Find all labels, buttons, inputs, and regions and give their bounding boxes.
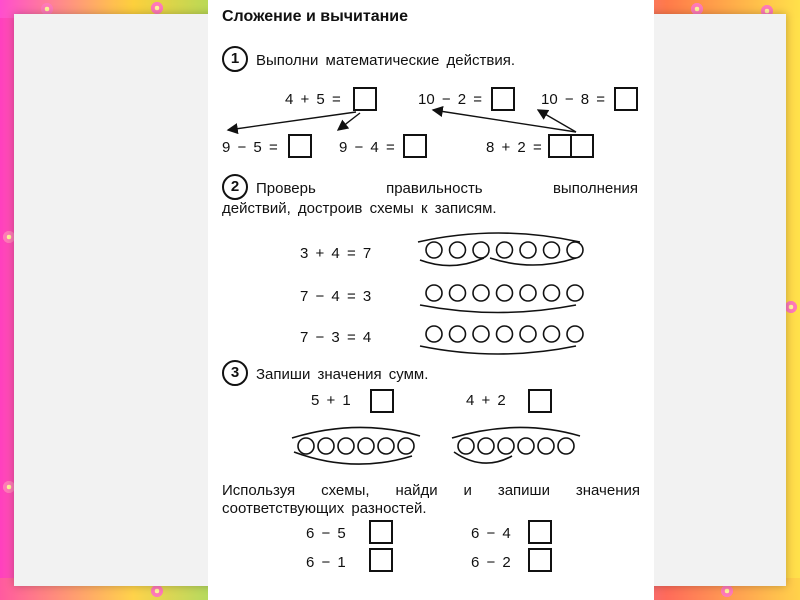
task-2-equation: 7 − 4 = 3	[300, 288, 372, 305]
answer-box[interactable]	[369, 548, 393, 572]
worksheet-page	[208, 0, 654, 600]
task-2-equation: 3 + 4 = 7	[300, 245, 372, 262]
scheme-circle	[478, 438, 494, 454]
task-3-number: 3	[222, 360, 248, 386]
scheme-circle	[298, 438, 314, 454]
flower-icon	[150, 1, 164, 15]
scheme-circle	[318, 438, 334, 454]
brace-arc	[292, 427, 420, 438]
task-3-difference: 6 − 1	[306, 554, 346, 571]
task-2-instruction-line1: Проверь правильность выполнения	[256, 180, 638, 197]
task-2-equation: 7 − 3 = 4	[300, 329, 372, 346]
task-1-expr: 9 − 5 =	[222, 139, 278, 156]
task-3-sum: 4 + 2	[466, 392, 506, 409]
flower-icon	[784, 300, 798, 314]
task-3-prompt-line1: Используя схемы, найди и запиши значения	[222, 482, 640, 499]
task-3-difference: 6 − 2	[471, 554, 511, 571]
flower-icon	[150, 584, 164, 598]
task-3-instruction: Запиши значения сумм.	[256, 366, 429, 383]
task-2-instruction-line2: действий, достроив схемы к записям.	[222, 200, 497, 217]
answer-box[interactable]	[369, 520, 393, 544]
task-3-difference: 6 − 5	[306, 525, 346, 542]
flower-icon	[720, 584, 734, 598]
task-1-number: 1	[222, 46, 248, 72]
task-1-expr: 10 − 2 =	[418, 91, 483, 108]
task-3-sum: 5 + 1	[311, 392, 351, 409]
task-1-instruction: Выполни математические действия.	[256, 52, 516, 69]
scheme-circle	[398, 438, 414, 454]
page-title: Сложение и вычитание	[222, 8, 408, 25]
scheme-circle	[458, 438, 474, 454]
brace-arc	[294, 452, 412, 464]
task-2-number: 2	[222, 174, 248, 200]
answer-box[interactable]	[528, 520, 552, 544]
scheme-circle	[378, 438, 394, 454]
scheme-circle	[518, 438, 534, 454]
scheme-circle	[538, 438, 554, 454]
brace-arc	[452, 427, 580, 438]
answer-box[interactable]	[528, 548, 552, 572]
task-1-expr: 10 − 8 =	[541, 91, 606, 108]
scheme-circle	[558, 438, 574, 454]
task-1-expr: 9 − 4 =	[339, 139, 395, 156]
task-3-difference: 6 − 4	[471, 525, 511, 542]
task-1-expr: 8 + 2 =	[486, 139, 542, 156]
task-1-expr: 4 + 5 =	[285, 91, 341, 108]
scheme-circle	[498, 438, 514, 454]
scheme-circle	[358, 438, 374, 454]
task-3-prompt-line2: соответствующих разностей.	[222, 500, 427, 517]
scheme-circle	[338, 438, 354, 454]
